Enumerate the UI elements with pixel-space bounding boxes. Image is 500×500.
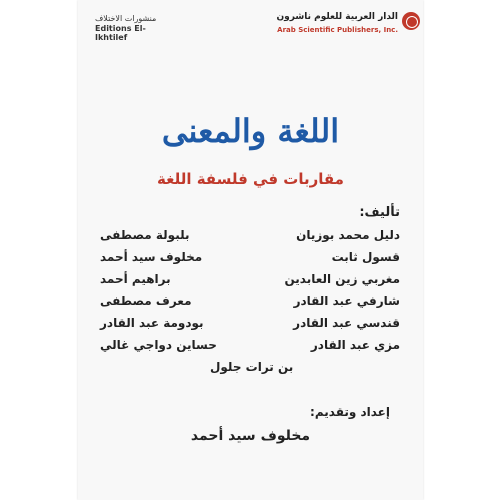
publisher-left-arabic: منشورات الاختلاف (95, 14, 157, 23)
authors-list (100, 228, 400, 388)
author-name: قسول ثابت (331, 250, 400, 264)
author-name: مزي عبد القادر (310, 338, 400, 352)
publisher-left-latin: Editions El-Ikhtilef (95, 24, 146, 42)
author-name: شارفي عبد القادر (293, 294, 400, 308)
publisher-left (95, 14, 175, 42)
prepared-by-label: إعداد وتقديم: (310, 405, 390, 419)
author-name: بن ترات جلول (210, 360, 294, 374)
book-subtitle: مقاربات في فلسفة اللغة (157, 170, 344, 188)
publisher-logo-icon (402, 12, 420, 30)
author-name: دليل محمد بوزيان (296, 228, 400, 242)
publisher-right-latin: Arab Scientific Publishers, Inc. (277, 26, 398, 34)
author-name: قندسي عبد القادر (293, 316, 400, 330)
author-name: براهيم أحمد (100, 272, 171, 286)
author-name: بودومة عبد القادر (100, 316, 204, 330)
author-name: مخلوف سيد أحمد (100, 250, 203, 264)
author-name: حساين دواجي غالي (100, 338, 217, 352)
book-title: اللغة والمعنى (161, 112, 340, 150)
authors-label: تأليف: (359, 205, 400, 220)
author-name: بلبولة مصطفى (100, 228, 190, 242)
publisher-right-arabic: الدار العربية للعلوم ناشرون (276, 12, 398, 22)
editor-name: مخلوف سيد أحمد (190, 428, 311, 444)
publisher-right (270, 10, 420, 38)
author-name: معرف مصطفى (100, 294, 192, 308)
author-name: مغربي زين العابدين (284, 272, 400, 286)
